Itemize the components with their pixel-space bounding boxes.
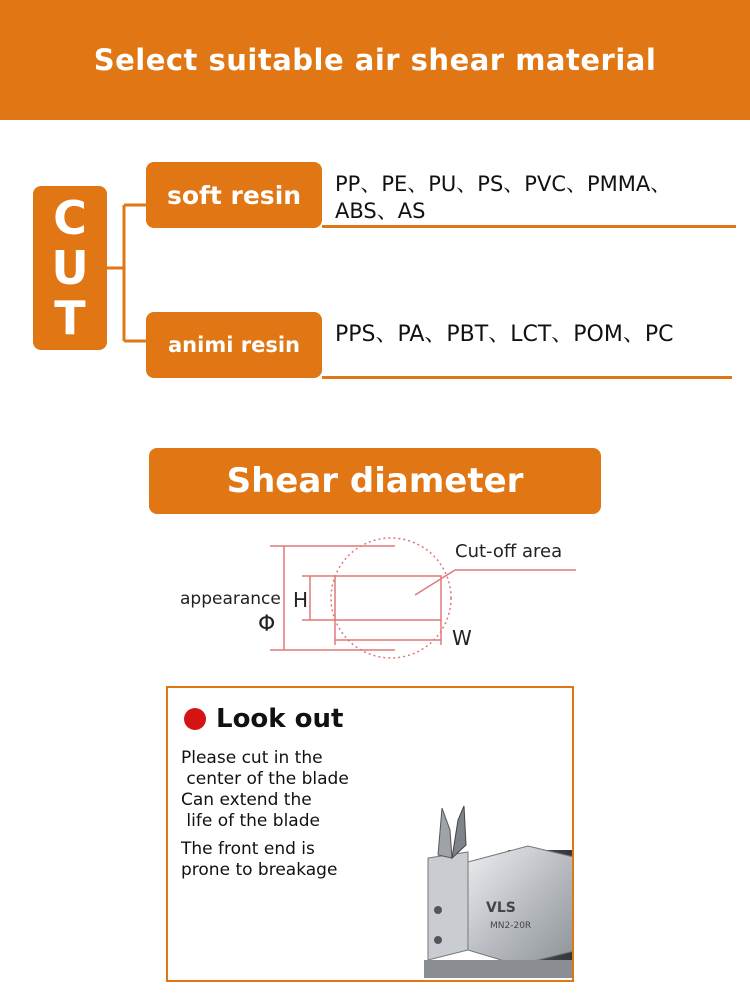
animi-resin-underline	[322, 376, 732, 379]
animi-resin-label: animi resin	[146, 312, 322, 378]
product-brand: VLS	[486, 900, 516, 916]
appearance-label: appearance	[180, 589, 281, 609]
soft-resin-label: soft resin	[146, 162, 322, 228]
look-out-header	[184, 704, 343, 734]
note-front-breakage: The front end is prone to breakage	[181, 839, 338, 880]
look-out-title: Look out	[216, 704, 344, 734]
cutoff-area-label: Cut-off area	[455, 541, 563, 562]
diameter-label: Φ	[258, 612, 276, 637]
red-dot-icon	[184, 708, 206, 730]
animi-resin-materials: PPS、PA、PBT、LCT、POM、PC	[335, 322, 674, 347]
note-cut-center: Please cut in the center of the blade	[181, 748, 349, 789]
width-label: W	[452, 626, 472, 650]
shear-diameter-title: Shear diameter	[149, 448, 601, 514]
soft-resin-materials: PP、PE、PU、PS、PVC、PMMA、ABS、AS	[335, 172, 672, 223]
air-shear-product-image	[408, 800, 574, 982]
look-out-box	[166, 686, 574, 982]
cut-label: CUT	[51, 191, 89, 345]
product-model: MN2-20R	[490, 921, 532, 931]
shear-diameter-diagram	[0, 520, 750, 660]
soft-resin-underline	[322, 225, 736, 228]
note-extend-life: Can extend the life of the blade	[181, 790, 320, 831]
header-title: Select suitable air shear material	[93, 43, 657, 77]
height-label: H	[293, 588, 309, 612]
